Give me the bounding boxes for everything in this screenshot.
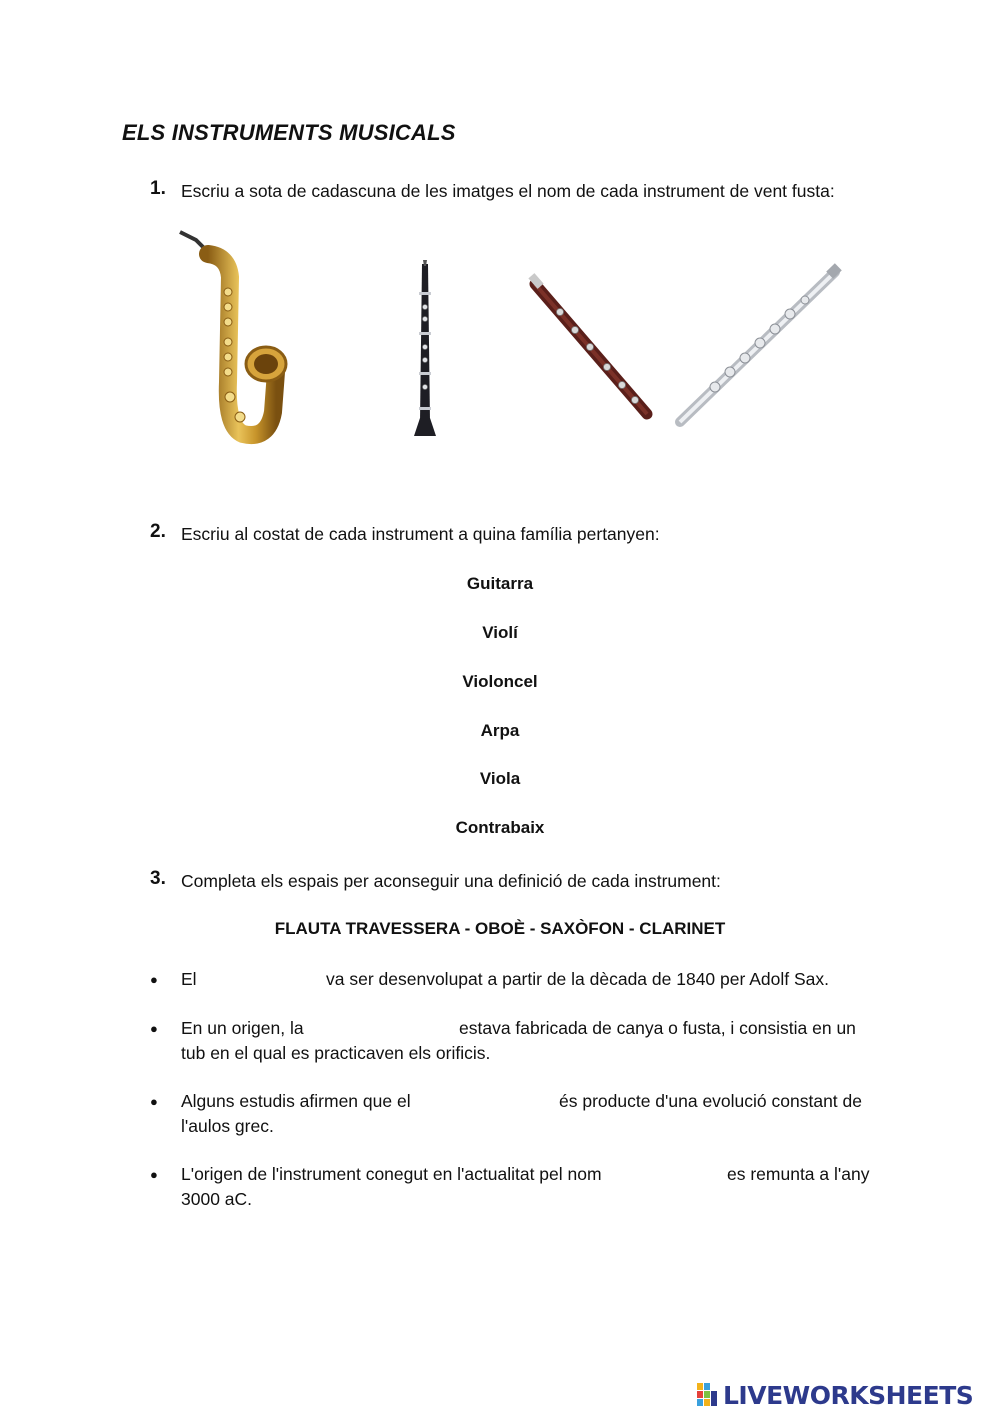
question-3-number: 3. — [150, 868, 166, 889]
question-2-number: 2. — [150, 521, 166, 542]
sentence-3-end: l'aulos grec. — [181, 1116, 274, 1136]
bassoon-image — [525, 222, 660, 432]
flute-image — [670, 222, 850, 437]
sentence-3-middle: és producte d'una evolució constant de — [559, 1091, 862, 1111]
sentence-2-end: tub en el qual es practicaven els orificis. — [181, 1043, 491, 1063]
liveworksheets-logo-icon — [697, 1383, 719, 1407]
family-item-guitarra: Guitarra — [466, 574, 534, 593]
question-2-text: Escriu al costat de cada instrument a quina família pertanyen: — [181, 524, 660, 544]
blank-2-input[interactable] — [320, 1017, 454, 1039]
liveworksheets-logo-text: LIVEWORKSHEETS — [723, 1380, 974, 1410]
blank-3-input[interactable] — [434, 1090, 554, 1112]
family-item-violoncel: Violoncel — [462, 672, 538, 691]
sentence-3-start: Alguns estudis afirmen que el — [181, 1091, 411, 1111]
question-1-number: 1. — [150, 178, 166, 199]
family-item-viola: Viola — [479, 769, 521, 788]
sentence-1-start: El — [181, 969, 197, 989]
word-bank: FLAUTA TRAVESSERA - OBOÈ - SAXÒFON - CLARINET — [274, 919, 726, 938]
sentence-1-end: va ser desenvolupat a partir de la dècada de 1840 per Adolf Sax. — [326, 969, 829, 989]
blank-1-input[interactable] — [203, 968, 321, 990]
saxophone-image — [168, 222, 308, 447]
family-item-contrabaix: Contrabaix — [455, 818, 545, 837]
question-3-text: Completa els espais per aconseguir una definició de cada instrument: — [181, 871, 721, 891]
clarinet-image — [400, 222, 450, 447]
family-item-violi: Violí — [482, 623, 518, 642]
page-title: ELS INSTRUMENTS MUSICALS — [122, 120, 456, 145]
bullet-1: ● — [150, 972, 158, 987]
family-item-arpa: Arpa — [480, 721, 520, 740]
question-1-text: Escriu a sota de cadascuna de les imatges el nom de cada instrument de vent fusta: — [181, 181, 835, 201]
sentence-2-start: En un origen, la — [181, 1018, 304, 1038]
sentence-4-end: 3000 aC. — [181, 1189, 253, 1209]
liveworksheets-logo — [697, 1378, 973, 1412]
bullet-3: ● — [150, 1094, 158, 1109]
blank-4-input[interactable] — [630, 1163, 722, 1185]
instrument-images — [150, 222, 850, 452]
sentence-4-middle: es remunta a l'any — [727, 1164, 870, 1184]
bullet-4: ● — [150, 1167, 158, 1182]
bullet-2: ● — [150, 1021, 158, 1036]
sentence-2-middle: estava fabricada de canya o fusta, i consistia en un — [459, 1018, 856, 1038]
sentence-4-start: L'origen de l'instrument conegut en l'actualitat pel nom — [181, 1164, 602, 1184]
